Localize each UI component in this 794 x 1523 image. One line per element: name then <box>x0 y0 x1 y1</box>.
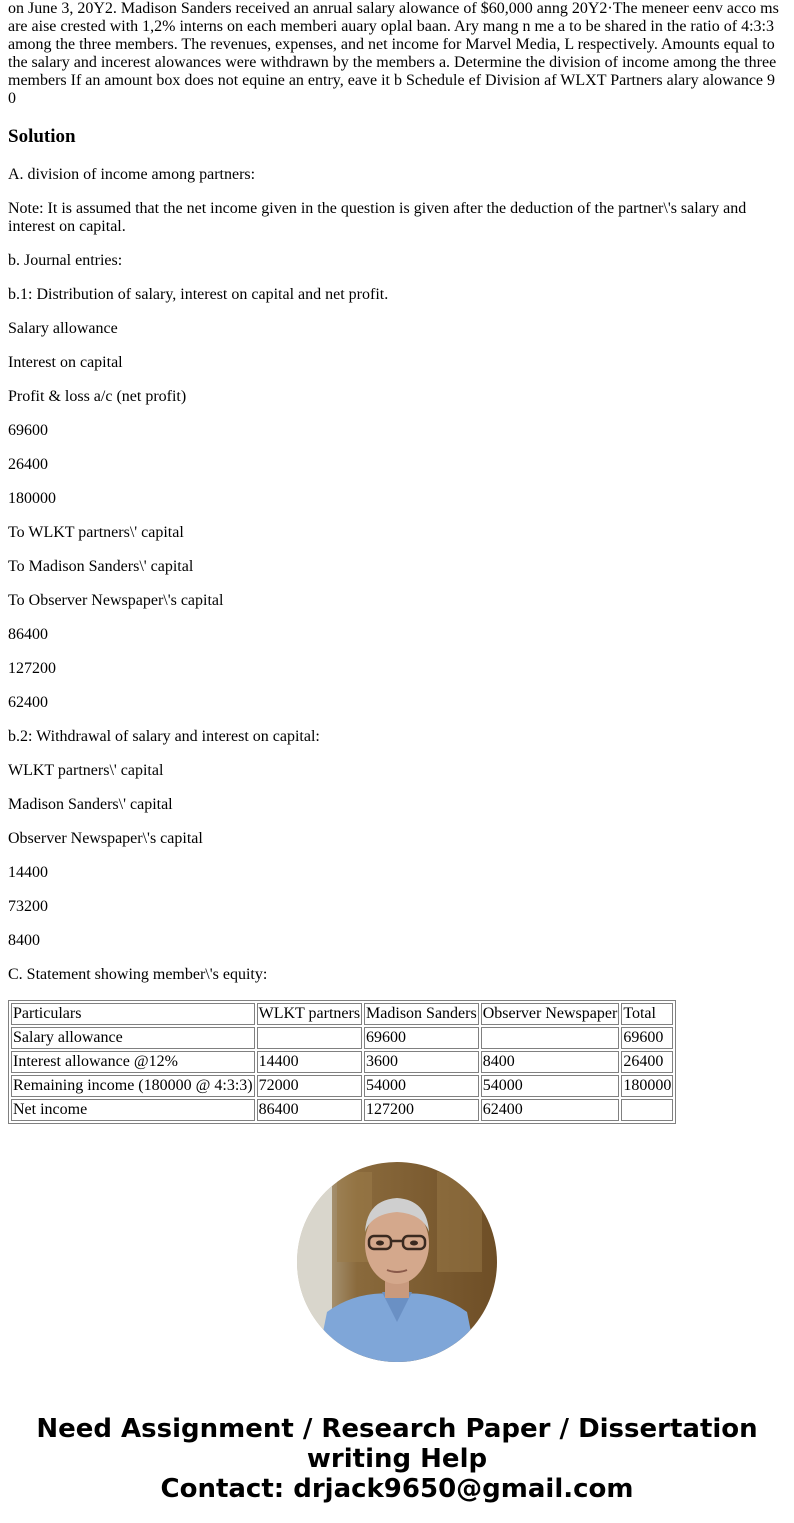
table-cell: 62400 <box>481 1099 620 1121</box>
avatar <box>297 1162 497 1362</box>
table-header-cell: Total <box>621 1003 673 1025</box>
table-header-cell: WLKT partners <box>257 1003 362 1025</box>
paragraph: 8400 <box>8 932 40 949</box>
table-cell: 72000 <box>257 1075 362 1097</box>
table-header-cell: Observer Newspaper <box>481 1003 620 1025</box>
table-cell: 54000 <box>364 1075 479 1097</box>
paragraph: 62400 <box>8 694 48 711</box>
table-row <box>11 1099 673 1121</box>
paragraph: C. Statement showing member\'s equity: <box>8 966 268 983</box>
table-cell <box>257 1027 362 1049</box>
table-cell: 14400 <box>257 1051 362 1073</box>
paragraph: 73200 <box>8 898 48 915</box>
table-cell: Interest allowance @12% <box>11 1051 255 1073</box>
table-header-row <box>11 1003 673 1025</box>
paragraph: Observer Newspaper\'s capital <box>8 830 203 847</box>
table-cell: 180000 <box>621 1075 673 1097</box>
paragraph: 14400 <box>8 864 48 881</box>
paragraph: b.1: Distribution of salary, interest on capital and net profit. <box>8 286 389 303</box>
paragraph: 86400 <box>8 626 48 643</box>
paragraph: Note: It is assumed that the net income given in the question is given after the deduction of the partner\'s salary and interest on capital. <box>8 200 747 235</box>
paragraph: To Madison Sanders\' capital <box>8 558 194 575</box>
paragraph: 180000 <box>8 490 56 507</box>
table-cell: 54000 <box>481 1075 620 1097</box>
table-header-cell: Madison Sanders <box>364 1003 479 1025</box>
table-cell: 8400 <box>481 1051 620 1073</box>
solution-heading: Solution <box>8 126 76 147</box>
question-text: on June 3, 20Y2. Madison Sanders received an anrual salary alowance of $60,000 anng 20Y2·The meneer eenv acco ms are aise crested with 1,2% interns on each memberi auary oplal baan. Ary mang n me a to be shared in the ratio of 4:3:3 among the three members. The revenues, expenses, and net income for Marvel Media, L respectively. Amounts equal to the salary and incerest alowances were withdrawn by the members a. Determine the division of income among the three members If an amount box does not equine an entry, eave it b Schedule ef Division af WLXT Partners alary alowance 9 0 <box>8 0 779 107</box>
table-cell: Remaining income (180000 @ 4:3:3) <box>11 1075 255 1097</box>
table-cell: 127200 <box>364 1099 479 1121</box>
table-row <box>11 1027 673 1049</box>
paragraph: WLKT partners\' capital <box>8 762 164 779</box>
help-banner <box>0 1414 794 1504</box>
paragraph: 127200 <box>8 660 56 677</box>
table-cell: 69600 <box>621 1027 673 1049</box>
paragraph: To WLKT partners\' capital <box>8 524 184 541</box>
equity-table <box>8 1000 676 1124</box>
table-cell <box>621 1099 673 1121</box>
table-cell: 3600 <box>364 1051 479 1073</box>
paragraph: A. division of income among partners: <box>8 166 256 183</box>
paragraph: To Observer Newspaper\'s capital <box>8 592 224 609</box>
paragraph: Profit & loss a/c (net profit) <box>8 388 187 405</box>
table-cell: 69600 <box>364 1027 479 1049</box>
table-row <box>11 1075 673 1097</box>
paragraph: b. Journal entries: <box>8 252 123 269</box>
paragraph: 26400 <box>8 456 48 473</box>
paragraph: b.2: Withdrawal of salary and interest on capital: <box>8 728 320 745</box>
table-header-cell: Particulars <box>11 1003 255 1025</box>
table-cell: Salary allowance <box>11 1027 255 1049</box>
table-cell: 26400 <box>621 1051 673 1073</box>
banner-line: Need Assignment / Research Paper / Dissertation writing Help <box>36 1414 758 1474</box>
table-cell <box>481 1027 620 1049</box>
table-cell: Net income <box>11 1099 255 1121</box>
paragraph: Salary allowance <box>8 320 118 337</box>
portrait-image <box>297 1162 497 1362</box>
solution-paragraphs <box>8 166 786 984</box>
paragraph: Interest on capital <box>8 354 123 371</box>
paragraph: Madison Sanders\' capital <box>8 796 173 813</box>
table-cell: 86400 <box>257 1099 362 1121</box>
table-row <box>11 1051 673 1073</box>
banner-contact: Contact: drjack9650@gmail.com <box>160 1474 634 1504</box>
paragraph: 69600 <box>8 422 48 439</box>
